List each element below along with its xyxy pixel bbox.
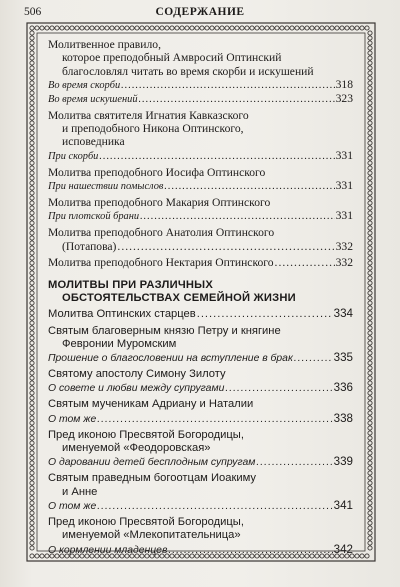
page-ref: 332 bbox=[335, 239, 353, 253]
entry-text: О том же bbox=[48, 500, 97, 512]
toc-subentry bbox=[48, 381, 353, 395]
entry-text: О совете и любви между супругами bbox=[48, 383, 225, 395]
toc-entry bbox=[48, 38, 353, 106]
entry-line: Молитва святителя Игнатия Кавказского bbox=[48, 108, 249, 122]
toc-entry-line bbox=[48, 256, 353, 269]
entry-text: (Потапова) bbox=[62, 239, 117, 253]
entry-text: О даровании детей бесплодным супругам bbox=[48, 457, 256, 469]
section-heading-line: ОБСТОЯТЕЛЬСТВАХ СЕМЕЙНОЙ ЖИЗНИ bbox=[62, 292, 296, 305]
entry-line: Молитва преподобного Анатолия Оптинского bbox=[48, 226, 275, 240]
leader-dots bbox=[121, 79, 334, 92]
entry-line: Молитвенное правило, bbox=[48, 38, 161, 51]
toc-entry bbox=[48, 196, 353, 223]
entry-line: Пред иконою Пресвятой Богородицы, bbox=[48, 515, 244, 528]
entry-line: Святым праведным богоотцам Иоакиму bbox=[48, 472, 257, 485]
section-heading bbox=[48, 279, 353, 305]
page-ref: 323 bbox=[335, 91, 353, 105]
leader-dots bbox=[164, 180, 334, 193]
entry-text: О том же bbox=[48, 413, 97, 425]
page-ref: 331 bbox=[335, 148, 353, 162]
leader-dots bbox=[139, 93, 335, 106]
leader-dots bbox=[168, 544, 332, 557]
entry-line: и Анне bbox=[62, 485, 98, 498]
entry-line: Пред иконою Пресвятой Богородицы, bbox=[48, 428, 244, 441]
entry-text: Прошение о благословении на вступление в брак bbox=[48, 353, 293, 365]
section-heading-line: МОЛИТВЫ ПРИ РАЗЛИЧНЫХ bbox=[48, 279, 213, 292]
page-ref: 331 bbox=[335, 209, 353, 223]
entry-gap bbox=[48, 269, 353, 272]
toc-entry bbox=[48, 256, 353, 269]
toc-subentry bbox=[48, 455, 353, 469]
page-ref: 334 bbox=[333, 307, 353, 321]
toc-entry-line bbox=[48, 307, 353, 321]
page-ref: 339 bbox=[333, 455, 353, 469]
leader-dots bbox=[225, 382, 332, 395]
entry-text: Молитва Оптинских старцев bbox=[48, 308, 196, 321]
leader-dots bbox=[275, 256, 335, 269]
entry-text: Молитва преподобного Нектария Оптинского bbox=[48, 255, 274, 269]
entry-line: именуемой «Млекопитательница» bbox=[62, 529, 241, 542]
leader-dots bbox=[197, 308, 333, 321]
toc-entry bbox=[48, 109, 353, 163]
toc-subentry bbox=[48, 412, 353, 426]
page-ref: 335 bbox=[333, 351, 353, 365]
entry-line: исповедника bbox=[62, 135, 125, 149]
toc-entry bbox=[48, 166, 353, 193]
toc-subentry bbox=[48, 78, 353, 92]
page-ref: 332 bbox=[335, 255, 353, 269]
entry-text: Во время скорби bbox=[48, 79, 121, 91]
page-ref: 318 bbox=[335, 77, 353, 91]
page-ref: 341 bbox=[333, 498, 353, 512]
toc-entry bbox=[48, 398, 353, 425]
toc-subentry bbox=[48, 351, 353, 365]
entry-line: Молитва преподобного Макария Оптинского bbox=[48, 196, 271, 210]
page-ref: 342 bbox=[333, 542, 353, 556]
leader-dots bbox=[97, 500, 332, 513]
toc-entry bbox=[48, 226, 353, 253]
toc-subentry bbox=[48, 179, 353, 193]
entry-line: Молитва преподобного Иосифа Оптинского bbox=[48, 165, 266, 179]
toc-entry bbox=[48, 307, 353, 321]
toc-entry bbox=[48, 516, 353, 557]
toc-subentry bbox=[48, 543, 353, 557]
entry-line: Святому апостолу Симону Зилоту bbox=[48, 368, 226, 381]
page-number: 506 bbox=[24, 6, 42, 18]
toc-subentry bbox=[48, 209, 353, 223]
leader-dots bbox=[97, 413, 332, 426]
page-ref: 331 bbox=[335, 179, 353, 193]
page-ref: 336 bbox=[333, 381, 353, 395]
toc-entry-line bbox=[48, 240, 353, 253]
entry-text: При плотской брани bbox=[48, 211, 140, 223]
entry-line: Святым мученикам Адриану и Наталии bbox=[48, 398, 254, 411]
leader-dots bbox=[256, 456, 332, 469]
entry-line: именуемой «Феодоровская» bbox=[62, 442, 211, 455]
leader-dots bbox=[99, 150, 334, 163]
running-head: СОДЕРЖАНИЕ bbox=[155, 6, 245, 18]
entry-text: Во время искушений bbox=[48, 93, 138, 105]
entry-line: Февронии Муромским bbox=[62, 337, 177, 350]
toc-entry bbox=[48, 472, 353, 513]
entry-line: Святым благоверным князю Петру и княгине bbox=[48, 324, 281, 337]
entry-gap bbox=[48, 557, 353, 560]
entry-text: О кормлении младенцев bbox=[48, 544, 168, 556]
entry-line: благословлял читать во время скорби и искушений bbox=[62, 64, 314, 78]
page-ref: 338 bbox=[333, 411, 353, 425]
entry-text: При скорби bbox=[48, 150, 99, 162]
leader-dots bbox=[117, 240, 334, 253]
toc-subentry bbox=[48, 92, 353, 106]
toc-subentry bbox=[48, 499, 353, 513]
entry-text: При нашествии помыслов bbox=[48, 181, 164, 193]
toc-entry bbox=[48, 429, 353, 470]
toc-entry bbox=[48, 325, 353, 366]
leader-dots bbox=[140, 210, 335, 223]
toc-subentry bbox=[48, 149, 353, 163]
entry-line: которое преподобный Амвросий Оптинский bbox=[62, 51, 282, 65]
toc-entry bbox=[48, 368, 353, 395]
entry-line: и преподобного Никона Оптинского, bbox=[62, 122, 244, 136]
page-header bbox=[0, 6, 400, 20]
table-of-contents bbox=[48, 38, 353, 560]
leader-dots bbox=[294, 352, 333, 365]
